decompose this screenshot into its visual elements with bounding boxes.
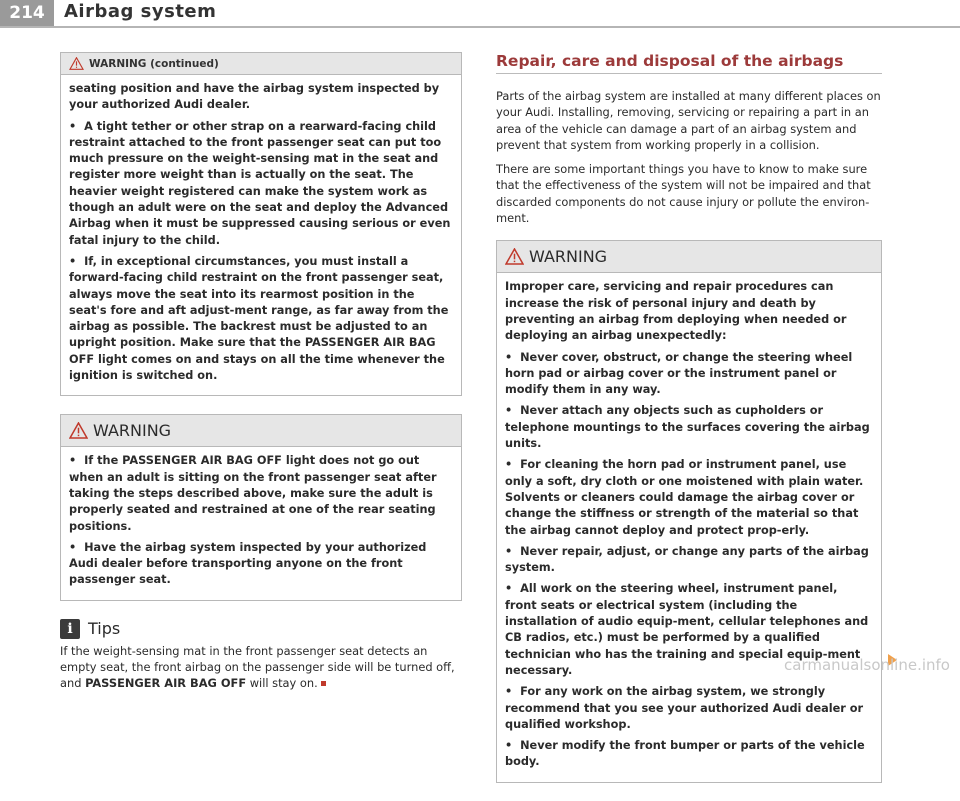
warning-box <box>60 414 462 600</box>
tips-text <box>60 643 462 692</box>
warning-continued-body <box>61 75 461 395</box>
warning-intro: Improper care, servicing and repair procedures can increase the risk of personal injury and death by preventing an airbag from deploying when needed or deploying an airbag unexpectedly: <box>505 280 847 343</box>
page-header <box>0 0 960 30</box>
section-title: Repair, care and disposal of the airbags <box>496 52 882 74</box>
warning-body <box>61 447 461 599</box>
warning-bullet: • Have the airbag system inspected by your authorized Audi dealer before transporting anyone on the front passenger seat. <box>69 540 453 589</box>
right-column <box>496 52 882 801</box>
warning-bullet: • Never modify the front bumper or parts of the vehicle body. <box>505 738 873 771</box>
warning-bullet: • All work on the steering wheel, instrument panel, front seats or electrical system (including the installation of audio equip-ment, cellular telephones and CB radios, etc.) must be performed by a qualified technician who has the training and special equip-ment necessary. <box>505 581 873 679</box>
warning-triangle-icon <box>505 248 524 265</box>
warning-continued-box <box>60 52 462 396</box>
warning-continued-header <box>61 53 461 75</box>
warning-bullet: • For cleaning the horn pad or instrument panel, use only a soft, dry cloth or one moistened with plain water. Solvents or cleaners could damage the airbag cover or change the stiffness or strength of the material so that the airbag cannot deploy and protect prop-erly. <box>505 457 873 538</box>
tips-text-bold: PASSENGER AIR BAG OFF <box>85 676 247 691</box>
tips-header <box>60 619 462 639</box>
warning-triangle-icon <box>69 422 88 439</box>
tips-section <box>60 619 462 692</box>
tips-text-after: will stay on. <box>246 676 318 691</box>
watermark: carmanualsonline.info <box>784 656 950 674</box>
section-end-icon <box>321 681 326 686</box>
warning-header <box>61 415 461 447</box>
left-column <box>60 52 462 692</box>
warning-body <box>497 273 881 781</box>
warning-header <box>497 241 881 273</box>
warning-label: WARNING <box>529 247 608 267</box>
warning-bullet: • Never repair, adjust, or change any parts of the airbag system. <box>505 544 873 577</box>
tips-label: Tips <box>88 619 121 639</box>
tips-text-before: If the weight-sensing mat in the front passenger seat detects an empty seat, the front airbag on the passenger side will be turned off, and <box>60 643 455 691</box>
info-icon: i <box>60 619 80 639</box>
warning-bullet: • If, in exceptional circumstances, you must install a forward-facing child restraint on the front passenger seat, always move the seat into its rearmost position in the seat's fore and aft adjust-ment range, as far away from the airbag as possible. The backrest must be adjusted to an upright position. Make sure that the PASSENGER AIR BAG OFF light comes on and stays on all the time whenever the ignition is switched on. <box>69 254 453 384</box>
warning-continued-label: WARNING (continued) <box>89 57 219 70</box>
warning-bullet: • Never attach any objects such as cupholders or telephone mountings to the surfaces covering the airbag units. <box>505 403 873 452</box>
body-paragraph: Parts of the airbag system are installed at many different places on your Audi. Installing, removing, servicing or repairing a part in an area of the vehicle can damage a part of an airbag system and prevent that system from working properly in a collision. <box>496 89 881 152</box>
body-paragraph: There are some important things you have to know to make sure that the effectiveness of the system will not be impaired and that discarded components do not cause injury or pollute the environ-ment. <box>496 162 871 226</box>
page-title: Airbag system <box>64 1 217 22</box>
warning-bullet: • Never cover, obstruct, or change the steering wheel horn pad or airbag cover or the instrument panel or modify them in any way. <box>505 350 873 399</box>
warning-triangle-icon <box>69 57 84 70</box>
header-divider <box>0 26 960 28</box>
warning-paragraph: seating position and have the airbag system inspected by your authorized Audi dealer. <box>69 82 440 112</box>
page-number: 214 <box>0 0 54 26</box>
warning-bullet: • If the PASSENGER AIR BAG OFF light does not go out when an adult is sitting on the front passenger seat after taking the steps described above, make sure the adult is properly seated and restrained at one of the rear seating positions. <box>69 453 453 534</box>
warning-label: WARNING <box>93 421 172 441</box>
warning-bullet: • For any work on the airbag system, we strongly recommend that you see your authorized Audi dealer or qualified workshop. <box>505 684 873 733</box>
warning-box <box>496 240 882 782</box>
warning-bullet: • A tight tether or other strap on a rearward-facing child restraint attached to the front passenger seat can put too much pressure on the weight-sensing mat in the seat and register more weight than is actually on the seat. The heavier weight registered can make the system work as though an adult were on the seat and deploy the Advanced Airbag when it must be suppressed causing serious or even fatal injury to the child. <box>69 119 453 249</box>
